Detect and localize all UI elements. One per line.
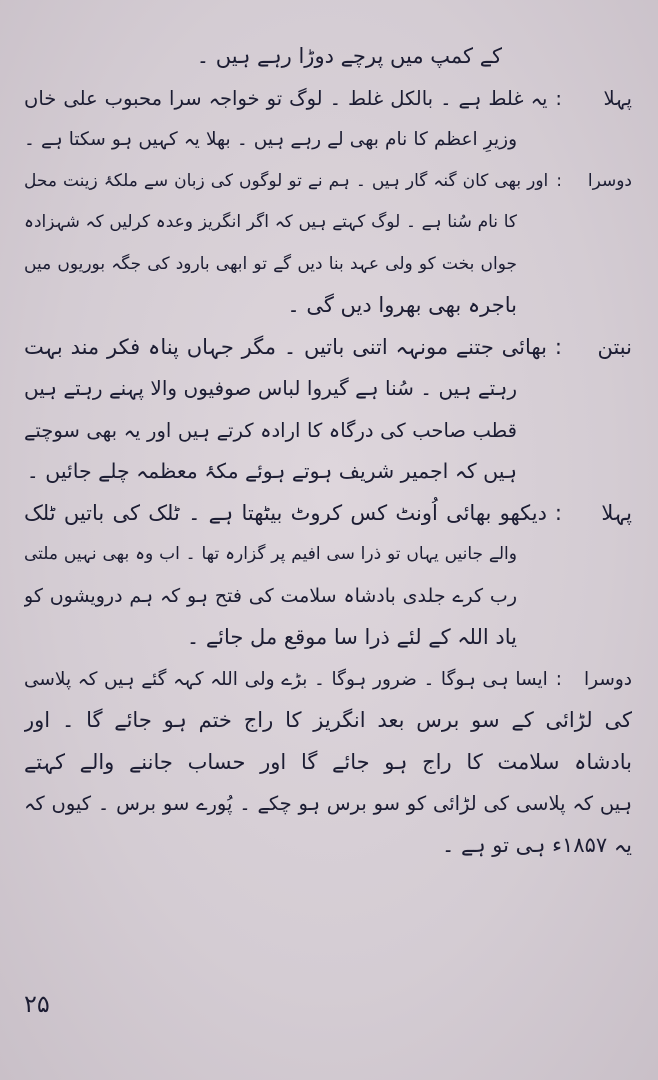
speaker-name: پہلا (603, 86, 632, 110)
line-text: دیکھو بھائی اُونٹ کس کروٹ بیٹھتا ہے ۔ ٹلک کی باتیں ٹلک (24, 500, 547, 525)
text-line (24, 410, 632, 452)
dialogue-first-line (24, 327, 632, 369)
speaker-name: دوسرا (587, 170, 632, 191)
text-line (24, 368, 632, 410)
play-dialogue (24, 36, 632, 866)
text-line (24, 36, 632, 78)
line-text: ہیں کہ اجمیر شریف ہوتے ہوئے مکۂ معظمہ چلے جائیں ۔ (26, 459, 517, 483)
dialogue-first-line (24, 659, 632, 701)
text-line (24, 742, 632, 784)
text-line (24, 119, 632, 161)
dialogue-first-line (24, 161, 632, 203)
dialogue-first-line (24, 78, 632, 120)
line-text: کی لڑائی کے سو برس بعد انگریز کا راج ختم ہو جائے گا ۔ اور (24, 708, 632, 732)
text-line (24, 825, 632, 867)
line-text: کا نام سُنا ہے ۔ لوگ کہتے ہیں کہ اگر انگریز وعدہ کرلیں کہ شہزادہ (24, 212, 517, 232)
speaker-colon: : (555, 668, 562, 690)
line-text: یہ غلط ہے ۔ بالکل غلط ۔ لوگ تو خواجہ سرا محبوب علی خاں (24, 86, 548, 110)
text-line (24, 534, 632, 576)
speaker-name: نبتن (597, 334, 632, 359)
dialogue-first-line (24, 493, 632, 535)
text-line (24, 202, 632, 244)
line-text: رہتے ہیں ۔ سُنا ہے گیروا لباس صوفیوں والا پہنے رہتے ہیں (24, 376, 517, 400)
line-text: والے جانیں یہاں تو ذرا سی افیم پر گزارہ تھا ۔ اب وہ بھی نہیں ملتی (24, 544, 517, 564)
speaker-name: دوسرا (583, 668, 632, 690)
text-line (24, 783, 632, 825)
line-text: جواں بخت کو ولی عہد بنا دیں گے تو ابھی بارود کی جگہ بوریوں میں (24, 253, 517, 274)
line-text: ایسا ہی ہوگا ۔ ضرور ہوگا ۔ بڑے ولی اللہ کہہ گئے ہیں کہ پلاسی (24, 668, 548, 690)
line-text: بادشاہ سلامت کا راج ہو جائے گا اور حساب جاننے والے کہتے (24, 749, 632, 774)
text-line (24, 451, 632, 493)
line-text: یہ ۱۸۵۷ء ہی تو ہے ۔ (442, 832, 632, 857)
speaker-colon: : (556, 170, 562, 191)
line-text: بھائی جتنے مونہہ اتنی باتیں ۔ مگر جہاں پناہ فکر مند بہت (24, 334, 547, 359)
text-line (24, 700, 632, 742)
line-text: یاد اللہ کے لئے ذرا سا موقع مل جائے ۔ (186, 625, 517, 649)
speaker-name: پہلا (601, 500, 632, 525)
speaker-colon: : (554, 500, 562, 525)
speaker-colon: : (554, 334, 562, 359)
line-text: کے کمپ میں پرچے دوڑا رہے ہیں ۔ (196, 44, 502, 68)
text-line (24, 285, 632, 327)
line-text: ہیں کہ پلاسی کی لڑائی کو سو برس ہو چکے ۔ پُورے سو برس ۔ کیوں کہ (24, 792, 632, 815)
page-number: ۲۵ (24, 990, 50, 1018)
text-line (24, 617, 632, 659)
text-line (24, 244, 632, 286)
speaker-colon: : (555, 86, 562, 110)
line-text: رب کرے جلدی بادشاہ سلامت کی فتح ہو کہ ہم درویشوں کو (24, 584, 517, 607)
line-text: قطب صاحب کی درگاہ کا ارادہ کرتے ہیں اور یہ بھی سوچتے (24, 418, 517, 442)
text-line (24, 576, 632, 618)
line-text: باجرہ بھی بھروا دیں گی ۔ (287, 293, 517, 317)
line-text: وزیرِ اعظم کا نام بھی لے رہے ہیں ۔ بھلا یہ کہیں ہو سکتا ہے ۔ (24, 129, 517, 150)
line-text: اور بھی کان گنہ گار ہیں ۔ ہم نے تو لوگوں کی زبان سے ملکۂ زینت محل (24, 170, 549, 191)
